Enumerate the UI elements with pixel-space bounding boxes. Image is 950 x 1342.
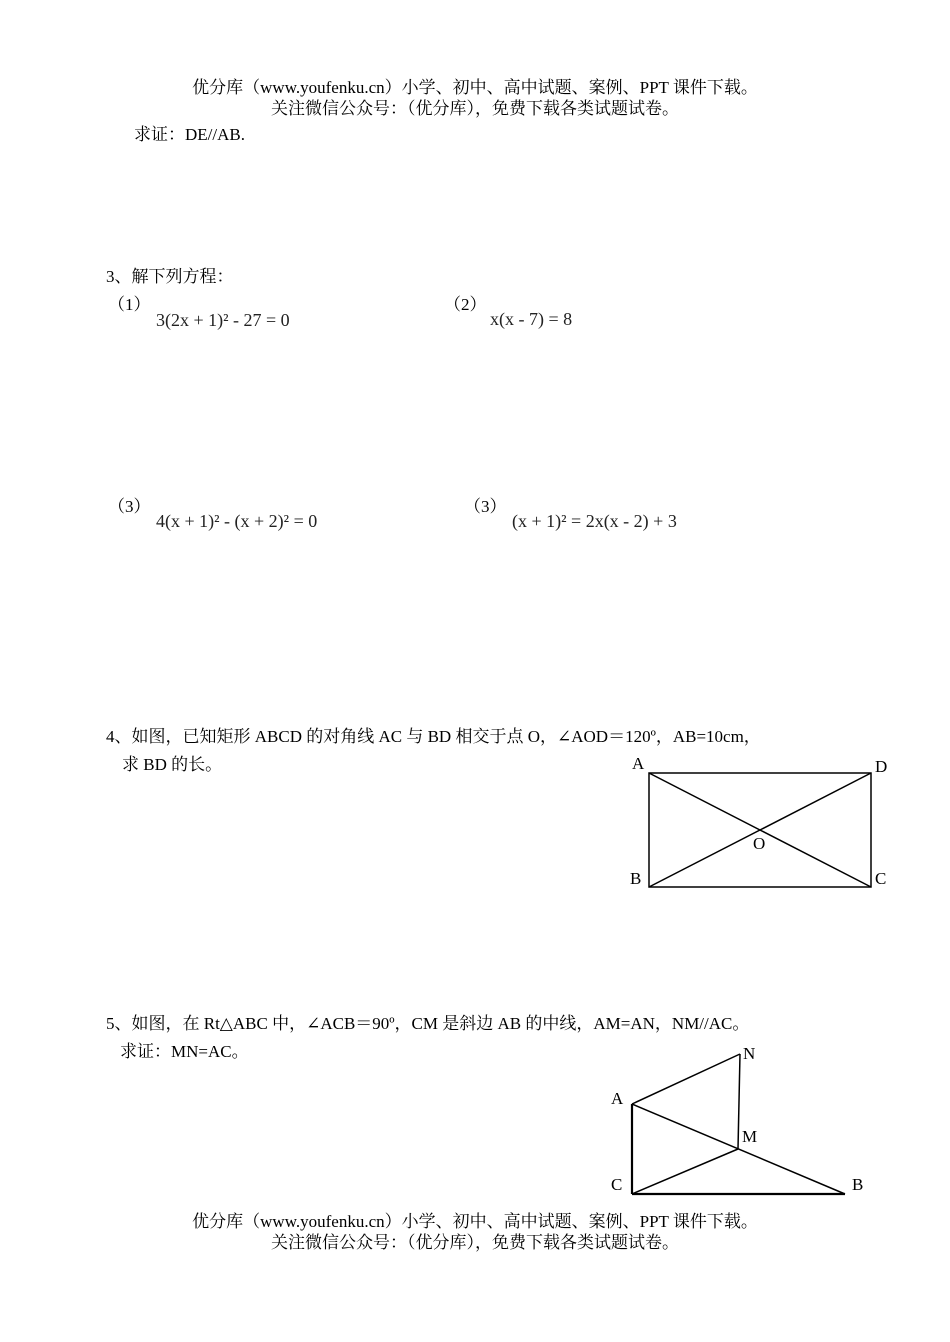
q5-text-line-1: 5、如图，在 Rt△ABC 中，∠ACB＝90º，CM 是斜边 AB 的中线，AM=AN，NM//AC。 xyxy=(106,1014,750,1033)
q2-prove-statement: 求证：DE//AB. xyxy=(134,125,245,144)
q3-item-4-label: （3） xyxy=(464,497,507,516)
label-b-rect: B xyxy=(630,869,642,888)
footer-line-2: 关注微信公众号：（优分库），免费下载各类试题试卷。 xyxy=(271,1233,679,1252)
q4-text-line-1: 4、如图，已知矩形 ABCD 的对角线 AC 与 BD 相交于点 O，∠AOD＝120º，AB=10cm， xyxy=(106,727,761,746)
q3-item-3-expr: 4(x + 1)² - (x + 2)² = 0 xyxy=(156,511,318,531)
header-line-1: 优分库（www.youfenku.cn）小学、初中、高中试题、案例、PPT 课件下载。 xyxy=(192,78,758,97)
q3-item-3-label: （3） xyxy=(108,497,151,516)
triangle-figure xyxy=(632,1054,845,1194)
header-line-2: 关注微信公众号：（优分库），免费下载各类试题试卷。 xyxy=(271,99,679,118)
label-n-tri: N xyxy=(743,1044,756,1063)
label-o-rect: O xyxy=(753,834,766,853)
q3-title: 3、解下列方程： xyxy=(106,267,234,286)
rectangle-figure xyxy=(649,773,871,887)
q3-item-1-expr: 3(2x + 1)² - 27 = 0 xyxy=(156,310,290,330)
footer-line-1: 优分库（www.youfenku.cn）小学、初中、高中试题、案例、PPT 课件下载。 xyxy=(192,1212,758,1231)
segment-cm xyxy=(632,1149,738,1194)
q3-item-2-expr: x(x - 7) = 8 xyxy=(490,309,573,329)
segment-nm xyxy=(738,1054,740,1149)
label-m-tri: M xyxy=(742,1127,758,1146)
q3-item-2-label: （2） xyxy=(444,295,487,314)
q4-text-line-2: 求 BD 的长。 xyxy=(122,755,223,774)
q3-item-4-expr: (x + 1)² = 2x(x - 2) + 3 xyxy=(512,511,677,531)
q3-item-1-label: （1） xyxy=(108,295,151,314)
label-a-tri: A xyxy=(611,1089,624,1108)
label-a-rect: A xyxy=(632,754,645,773)
q5-text-line-2: 求证：MN=AC。 xyxy=(120,1042,249,1061)
label-b-tri: B xyxy=(852,1175,864,1194)
segment-an xyxy=(632,1054,740,1104)
label-d-rect: D xyxy=(875,757,888,776)
label-c-tri: C xyxy=(611,1175,623,1194)
label-c-rect: C xyxy=(875,869,887,888)
